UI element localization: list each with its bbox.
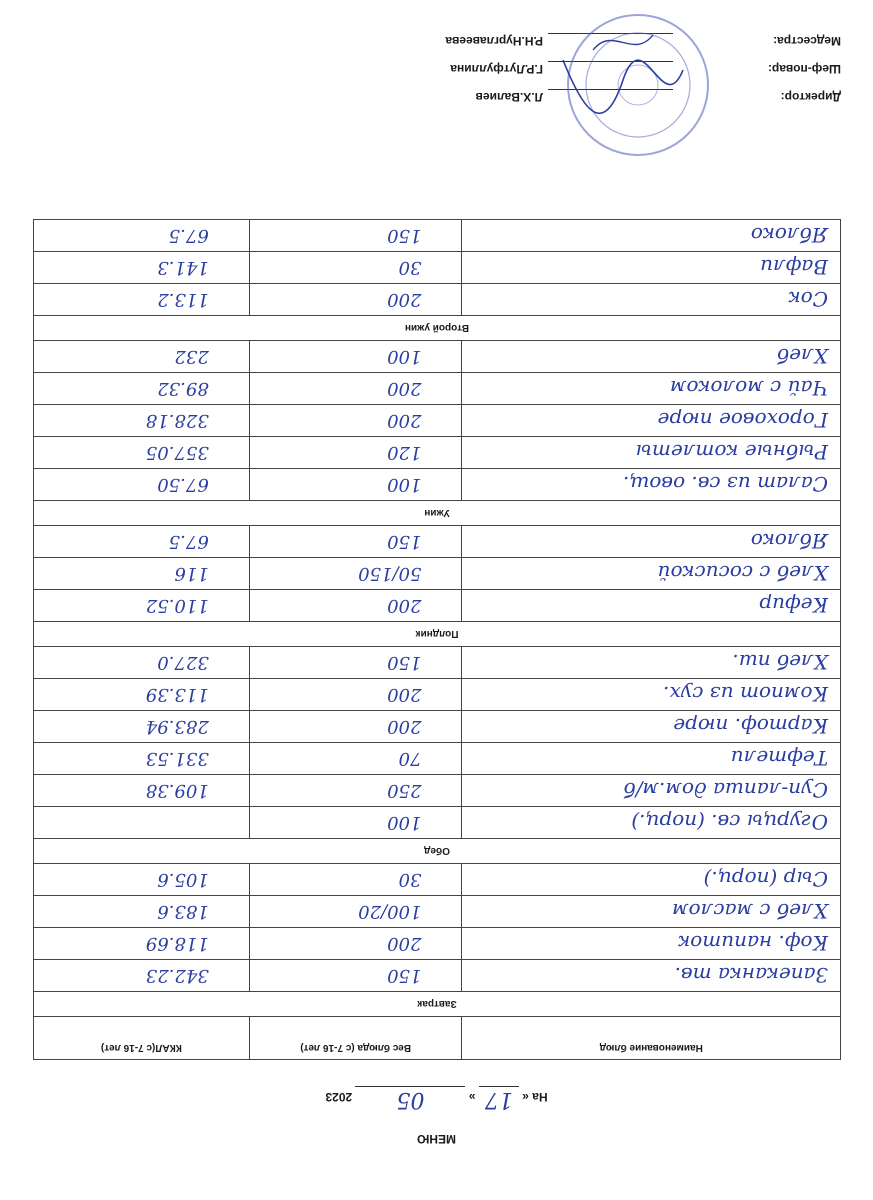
dish-weight: 200 <box>249 711 462 743</box>
menu-row <box>34 405 841 437</box>
menu-row <box>34 896 841 928</box>
menu-row <box>34 252 841 284</box>
dish-kcal: 110.52 <box>34 590 250 622</box>
menu-row <box>34 711 841 743</box>
col-header-kcal: ККАЛ(с 7-16 лет) <box>34 1017 250 1060</box>
menu-row <box>34 526 841 558</box>
date-day: 17 <box>479 1086 519 1112</box>
dish-name: Яблоко <box>462 220 841 252</box>
menu-row <box>34 864 841 896</box>
section-title: Ужин <box>34 501 841 526</box>
dish-kcal: 342.23 <box>34 960 250 992</box>
dish-kcal: 109.38 <box>34 775 250 807</box>
dish-weight: 200 <box>249 679 462 711</box>
date-mid: » <box>468 1090 476 1104</box>
dish-weight: 100/20 <box>249 896 462 928</box>
dish-name: Салат из св. овощ. <box>462 469 841 501</box>
page-title: МЕНЮ <box>416 1132 457 1146</box>
dish-weight: 150 <box>249 220 462 252</box>
date-year: 2023 <box>325 1090 353 1104</box>
dish-kcal: 357.05 <box>34 437 250 469</box>
menu-row <box>34 647 841 679</box>
dish-name: Тефтели <box>462 743 841 775</box>
signature-label: Шеф-повар: <box>767 62 841 76</box>
dish-weight: 200 <box>249 284 462 316</box>
menu-row <box>34 437 841 469</box>
dish-kcal: 118.69 <box>34 928 250 960</box>
dish-name: Картоф. пюре <box>462 711 841 743</box>
dish-kcal: 113.2 <box>34 284 250 316</box>
dish-kcal: 67.5 <box>34 526 250 558</box>
dish-kcal: 283.94 <box>34 711 250 743</box>
dish-weight: 200 <box>249 590 462 622</box>
dish-name: Гороховое пюре <box>462 405 841 437</box>
dish-kcal: 141.3 <box>34 252 250 284</box>
dish-kcal: 331.53 <box>34 743 250 775</box>
dish-name: Рыбные котлеты <box>462 437 841 469</box>
handwritten-signature <box>553 10 693 130</box>
dish-name: Вафли <box>462 252 841 284</box>
menu-row <box>34 220 841 252</box>
menu-body <box>34 220 841 1017</box>
dish-name: Хлеб с маслом <box>462 896 841 928</box>
signature-name: Р.Н.Нурглавеева <box>445 34 543 48</box>
menu-row <box>34 807 841 839</box>
signature-label: Медсестра: <box>773 34 841 48</box>
menu-row <box>34 775 841 807</box>
dish-name: Коф. напиток <box>462 928 841 960</box>
dish-kcal: 67.50 <box>34 469 250 501</box>
dish-weight: 120 <box>249 437 462 469</box>
menu-row <box>34 469 841 501</box>
signature-label: Директор: <box>780 90 841 104</box>
dish-name: Яблоко <box>462 526 841 558</box>
section-row <box>34 839 841 864</box>
dish-weight: 150 <box>249 647 462 679</box>
section-row <box>34 992 841 1017</box>
dish-name: Огурцы св. (порц.) <box>462 807 841 839</box>
section-row <box>34 622 841 647</box>
date-line <box>0 1086 873 1112</box>
section-title: Второй ужин <box>34 316 841 341</box>
menu-row <box>34 373 841 405</box>
menu-row <box>34 284 841 316</box>
dish-weight: 200 <box>249 928 462 960</box>
date-month: 05 <box>355 1086 465 1112</box>
dish-weight: 250 <box>249 775 462 807</box>
dish-kcal: 89.32 <box>34 373 250 405</box>
dish-kcal: 67.5 <box>34 220 250 252</box>
dish-weight: 150 <box>249 960 462 992</box>
dish-kcal: 232 <box>34 341 250 373</box>
dish-weight: 100 <box>249 341 462 373</box>
dish-weight: 100 <box>249 469 462 501</box>
dish-weight: 150 <box>249 526 462 558</box>
menu-table <box>33 219 841 1060</box>
date-prefix: На « <box>522 1090 548 1104</box>
menu-row <box>34 558 841 590</box>
signature-name: Л.Х.Валиев <box>475 90 543 104</box>
dish-kcal <box>34 807 250 839</box>
dish-name: Чай с молоком <box>462 373 841 405</box>
col-header-weight: Вес блюда (с 7-16 лет) <box>249 1017 462 1060</box>
menu-row <box>34 928 841 960</box>
dish-name: Сыр (порц.) <box>462 864 841 896</box>
menu-row <box>34 743 841 775</box>
signature-name: Г.Р.Лутфуллина <box>450 62 543 76</box>
dish-name: Хлеб с сосиской <box>462 558 841 590</box>
dish-kcal: 328.18 <box>34 405 250 437</box>
section-title: Полдник <box>34 622 841 647</box>
dish-weight: 100 <box>249 807 462 839</box>
dish-weight: 200 <box>249 373 462 405</box>
section-title: Завтрак <box>34 992 841 1017</box>
menu-row <box>34 960 841 992</box>
dish-weight: 50/150 <box>249 558 462 590</box>
dish-name: Хлеб <box>462 341 841 373</box>
dish-kcal: 327.0 <box>34 647 250 679</box>
dish-weight: 70 <box>249 743 462 775</box>
dish-name: Сок <box>462 284 841 316</box>
dish-kcal: 113.39 <box>34 679 250 711</box>
dish-kcal: 105.6 <box>34 864 250 896</box>
dish-weight: 30 <box>249 252 462 284</box>
menu-row <box>34 679 841 711</box>
dish-kcal: 183.6 <box>34 896 250 928</box>
dish-name: Запеканка тв. <box>462 960 841 992</box>
section-title: Обед <box>34 839 841 864</box>
dish-weight: 30 <box>249 864 462 896</box>
dish-name: Кефир <box>462 590 841 622</box>
dish-name: Суп-лапша дом.м/б <box>462 775 841 807</box>
menu-row <box>34 341 841 373</box>
dish-weight: 200 <box>249 405 462 437</box>
col-header-name: Наименование блюд <box>462 1017 841 1060</box>
dish-name: Компот из сух. <box>462 679 841 711</box>
dish-kcal: 116 <box>34 558 250 590</box>
section-row <box>34 501 841 526</box>
menu-row <box>34 590 841 622</box>
section-row <box>34 316 841 341</box>
dish-name: Хлеб пш. <box>462 647 841 679</box>
